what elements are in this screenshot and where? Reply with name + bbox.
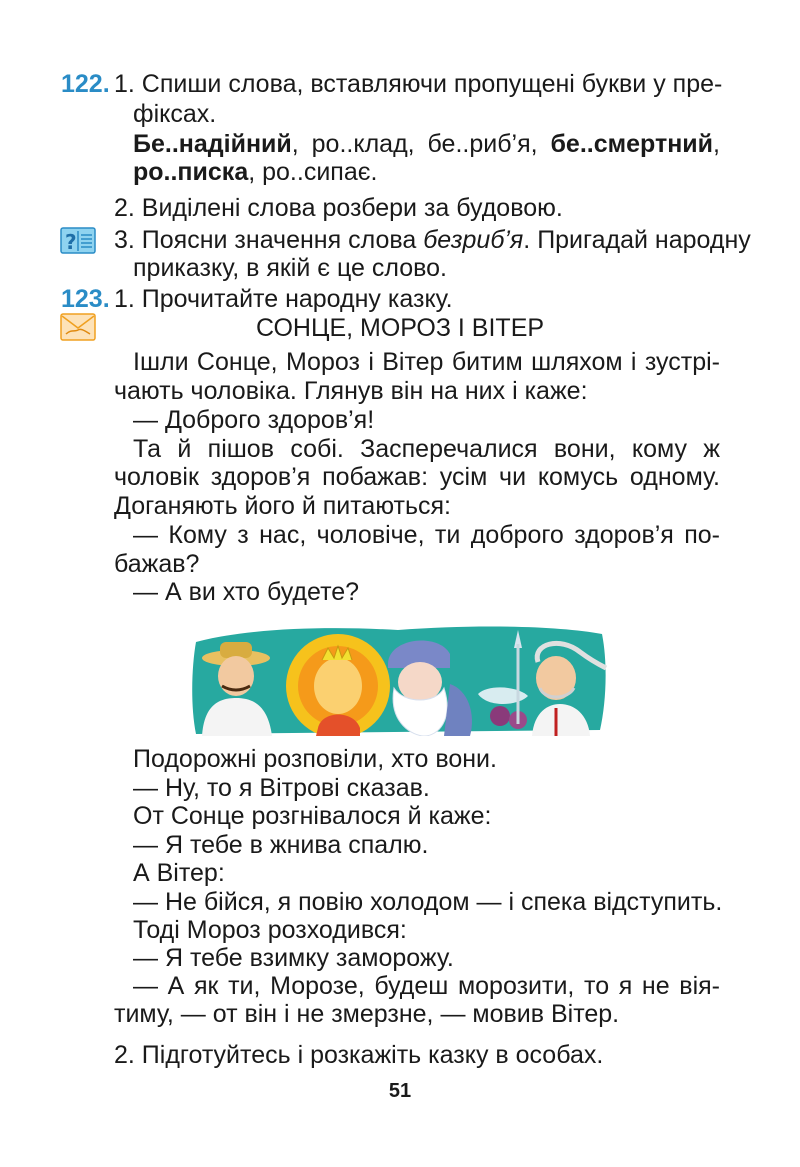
ex122-task1-line2: фіксах. xyxy=(133,100,217,128)
story-line-9: — А ви хто будете? xyxy=(133,578,360,606)
ex122-words-line1 xyxy=(133,129,720,159)
exercise-122-number: 122. xyxy=(61,70,110,98)
page-number: 51 xyxy=(388,1080,412,1102)
svg-text:?: ? xyxy=(65,230,77,254)
story-line-4: Та й пішов собі. Засперечалися вони, кому ж xyxy=(133,435,720,463)
ex123-task1: 1. Прочитайте народну казку. xyxy=(114,285,453,313)
task3-text-b: . Пригадай народну xyxy=(523,226,751,254)
story-line-14: А Вітер: xyxy=(133,859,225,887)
story-line-2: чають чоловіка. Глянув він на них і каже: xyxy=(114,377,588,405)
ex122-task3-line2: приказку, в якій є це слово. xyxy=(133,254,447,282)
story-line-6: Доганяють його й питаються: xyxy=(114,492,451,520)
words-plain-2: , ро..сипає. xyxy=(248,158,378,186)
story-title: СОНЦЕ, МОРОЗ І ВІТЕР xyxy=(255,314,545,342)
story-line-17: — Я тебе взимку заморожу. xyxy=(133,944,454,972)
story-line-5: чоловік здоров’я побажав: усім чи комусь одному. xyxy=(114,463,720,491)
story-line-18: — А як ти, Морозе, будеш морозити, то я не вія- xyxy=(133,972,720,1000)
sun-figure xyxy=(286,634,390,736)
story-line-10: Подорожні розповіли, хто вони. xyxy=(133,745,497,773)
story-line-13: — Я тебе в жнива спалю. xyxy=(133,831,429,859)
ex122-task3-line1 xyxy=(114,225,751,255)
story-line-19: тиму, — от він і не змерзне, — мовив Вітер. xyxy=(114,1000,620,1028)
task3-italic-word: безриб’я xyxy=(423,226,524,254)
story-line-3: — Доброго здоров’я! xyxy=(133,406,375,434)
ex122-task2: 2. Виділені слова розбери за будовою. xyxy=(114,194,563,222)
bold-word-1: Бе..надійний xyxy=(133,130,292,158)
story-illustration xyxy=(188,624,610,736)
ex123-task2: 2. Підготуйтесь і розкажіть казку в особах. xyxy=(114,1041,604,1069)
bold-word-3: ро..писка xyxy=(133,158,249,186)
task3-text-a: 3. Поясни значення слова xyxy=(114,226,424,254)
story-line-11: — Ну, то я Вітрові сказав. xyxy=(133,774,430,802)
words-plain-1: ро..клад, бе..риб’я, xyxy=(311,130,551,158)
words-sep-2: , xyxy=(713,130,720,158)
story-line-12: От Сонце розгнівалося й каже: xyxy=(133,802,492,830)
bold-word-2: бе..смертний xyxy=(550,130,714,158)
story-line-8: бажав? xyxy=(114,550,200,578)
exercise-123-number: 123. xyxy=(61,285,110,313)
question-book-icon xyxy=(60,225,96,255)
ex122-task1-line1: 1. Спиши слова, вставляючи пропущені букви у пре- xyxy=(114,70,723,98)
ex122-words-line2 xyxy=(133,157,377,187)
story-line-7: — Кому з нас, чоловіче, ти доброго здоров’я по- xyxy=(133,521,720,549)
story-line-1: Ішли Сонце, Мороз і Вітер битим шляхом і зустрі- xyxy=(133,348,720,376)
story-line-15: — Не бійся, я повію холодом — і спека відступить. xyxy=(133,888,723,916)
story-line-16: Тоді Мороз розходився: xyxy=(133,916,407,944)
words-sep-1: , xyxy=(291,130,312,158)
